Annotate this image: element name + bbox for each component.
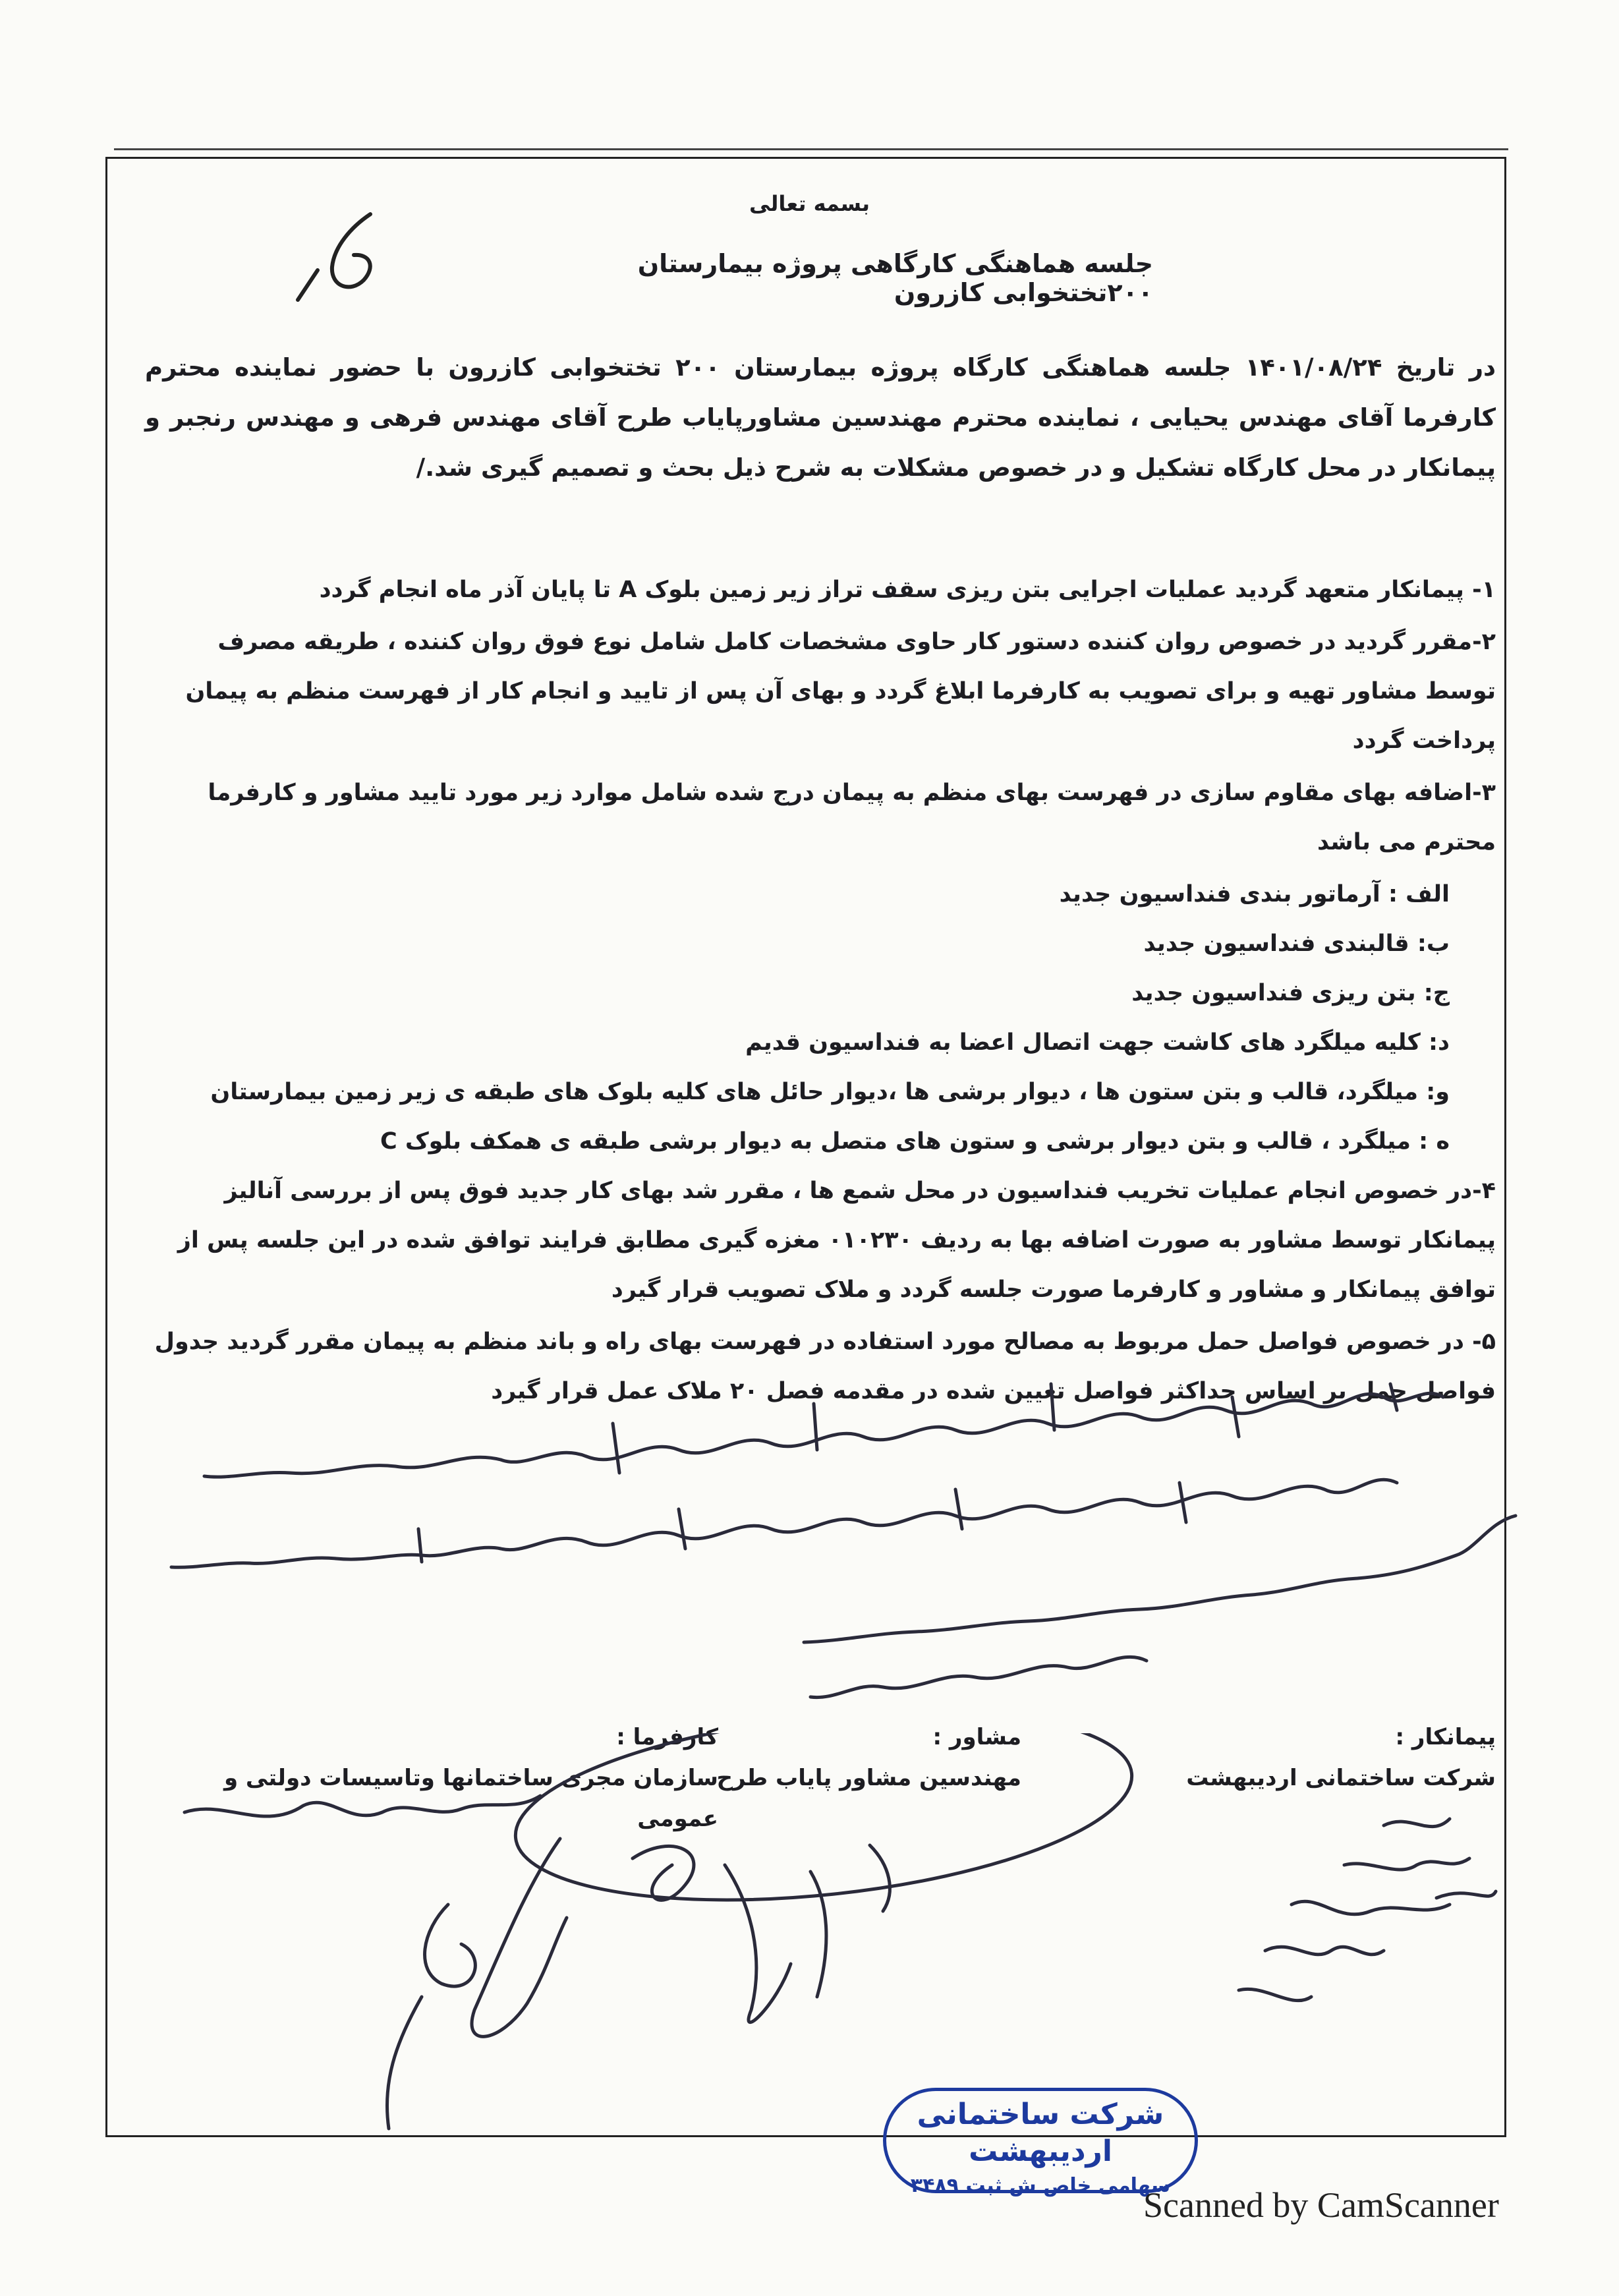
stamp-company-name: شرکت ساختمانی اردیبهشت xyxy=(917,2098,1164,2168)
resolution-5: ۵- در خصوص فواصل حمل مربوط به مصالح مورد استفاده در فهرست بهای راه و باند منظم به پیمان مقرر گردید جدول فواصل حمل بر اساس حداکثر فواصل تعیین شده در مقدمه فصل ۲۰ ملاک عمل قرار گیرد xyxy=(154,1329,1496,1404)
resolution-2: ۲-مقرر گردید در خصوص روان کننده دستور کار حاوی مشخصات کامل شامل نوع فوق روان کننده ، طریقه مصرف توسط مشاور تهیه و برای تصویب به کارفرما ابلاغ گردد و بهای آن پس از تایید و انجام کار از فهرست منظم به پیمان پرداخت گردد xyxy=(185,629,1496,754)
stamp-registration: سهامی خاص ش ثبت ۳۴۸۹ xyxy=(910,2174,1171,2197)
resolution-4: ۴-در خصوص انجام عملیات تخریب فنداسیون در محل شمع ها ، مقرر شد بهای کار جدید فوق پس از بررسی آنالیز پیمانکار توسط مشاور به صورت اضافه بها به ردیف ۰۱۰۲۳۰ مغزه گیری مطابق فرایند توافق شده در این جلسه پس از توافق پیمانکار و مشاور و کارفرما صورت جلسه گردد و ملاک تصویب قرار گیرد xyxy=(177,1178,1496,1303)
handwritten-page-number xyxy=(271,201,403,313)
contractor-role: پیمانکار : xyxy=(1395,1724,1496,1750)
employer-name: سازمان مجری ساختمانها وتاسیسات دولتی و عمومی xyxy=(223,1765,718,1832)
handwritten-signatures xyxy=(132,1733,1502,2142)
resolution-1: ۱- پیمانکار متعهد گردید عملیات اجرایی بتن ریزی سقف تراز زیر زمین بلوک A تا پایان آذر ماه انجام گردد xyxy=(319,577,1496,603)
handwritten-resolution-6 xyxy=(26,1358,1608,1740)
document-title: جلسه هماهنگی کارگاهی پروژه بیمارستان ۲۰۰تختخوابی کازرون xyxy=(637,249,1153,307)
subitem-vav: و: میلگرد، قالب و بتن ستون ها ، دیوار برشی ها ،دیوار حائل های کلیه بلوک های طبقه ی زیر زمین بیمارستان xyxy=(210,1079,1450,1105)
resolutions-list xyxy=(145,565,1496,1419)
subitem-he: ه : میلگرد ، قالب و بتن دیوار برشی و ستون های متصل به دیوار برشی طبقه ی همکف بلوک C xyxy=(380,1128,1450,1155)
consultant-role: مشاور : xyxy=(932,1724,1021,1750)
consultant-name: مهندسین مشاور پایاب طرح xyxy=(716,1765,1021,1791)
subitem-jim: ج: بتن ریزی فنداسیون جدید xyxy=(1131,980,1450,1006)
subitem-dal: د: کلیه میلگرد های کاشت جهت اتصال اعضا به فنداسیون قدیم xyxy=(745,1029,1450,1056)
employer-role: کارفرما : xyxy=(616,1724,718,1750)
contractor-name: شرکت ساختمانی اردیبهشت xyxy=(1186,1765,1496,1791)
basmala: بسمه تعالی xyxy=(749,191,870,216)
subitem-be: ب: قالبندی فنداسیون جدید xyxy=(1143,931,1450,957)
company-stamp xyxy=(883,2088,1198,2197)
intro-paragraph: در تاریخ ۱۴۰۱/۰۸/۲۴ جلسه هماهنگی کارگاه پروژه بیمارستان ۲۰۰ تختخوابی کازرون با حضور نماینده محترم کارفرما آقای مهندس یحیایی ، نماینده محترم مهندسین مشاورپایاب طرح آقای مهندس فرهی و مهندس رنجبر و پیمانکار در محل کارگاه تشکیل و در خصوص مشکلات به شرح ذیل بحث و تصمیم گیری شد./ xyxy=(145,353,1496,482)
scanner-watermark: Scanned by CamScanner xyxy=(1143,2185,1499,2225)
resolution-3: ۳-اضافه بهای مقاوم سازی در فهرست بهای منظم به پیمان درج شده شامل موارد زیر مورد تایید مشاور و کارفرما محترم می باشد xyxy=(208,780,1496,855)
subitem-alef: الف : آرماتور بندی فنداسیون جدید xyxy=(1059,881,1450,907)
